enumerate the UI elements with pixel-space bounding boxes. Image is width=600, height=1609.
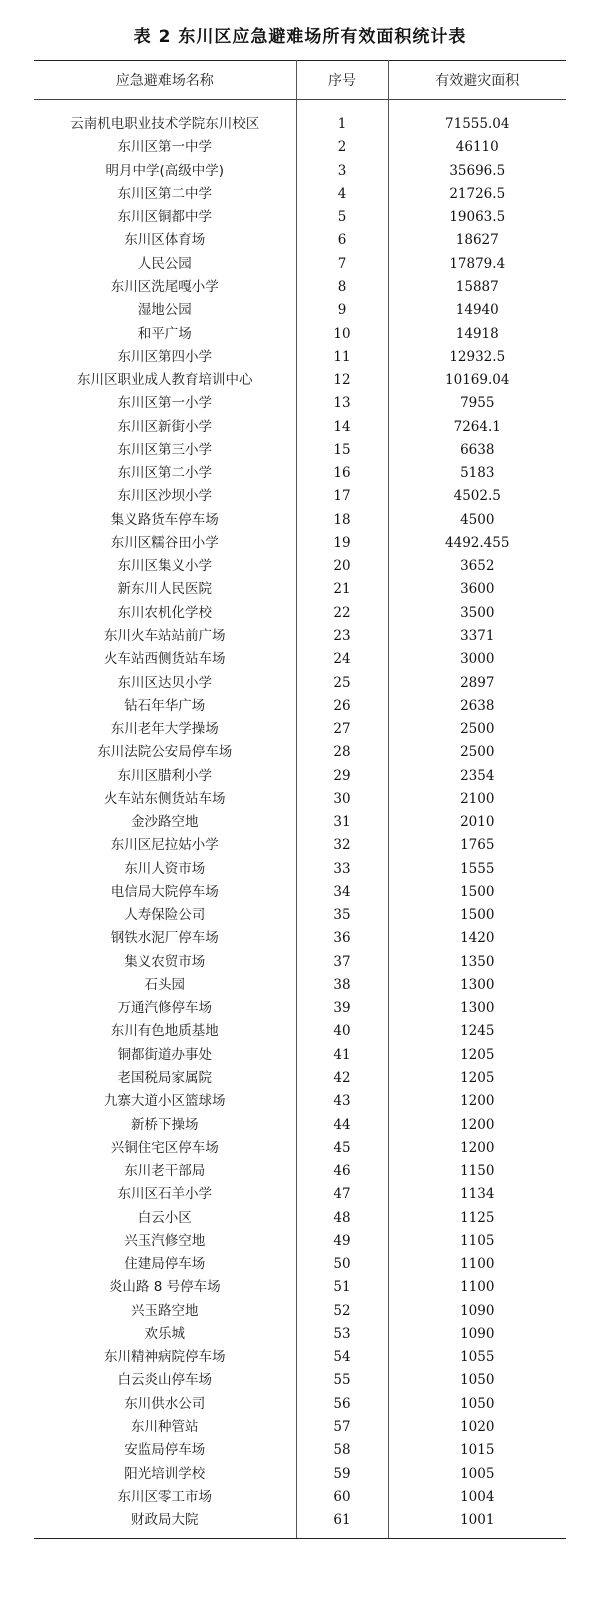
table-row [34,1183,566,1206]
table-row [34,462,566,485]
table-row [34,276,566,299]
table-row [34,1020,566,1043]
serial-number-cell: 27 [296,718,388,741]
serial-number-cell: 60 [296,1486,388,1509]
shelter-name-cell: 东川区第四小学 [34,346,296,369]
serial-number-cell: 2 [296,136,388,159]
shelter-name-cell: 东川区石羊小学 [34,1183,296,1206]
effective-area-cell: 19063.5 [449,209,506,226]
shelter-name-cell: 火车站东侧货站车场 [34,788,296,811]
shelter-name-cell: 电信局大院停车场 [34,881,296,904]
shelter-name-cell: 人寿保险公司 [34,904,296,927]
shelter-name-cell: 万通汽修停车场 [34,997,296,1020]
table-row [34,1509,566,1538]
shelter-name-cell: 东川区腊利小学 [34,764,296,787]
table-row [34,509,566,532]
serial-number-cell: 16 [296,462,388,485]
serial-number-cell: 61 [296,1509,388,1538]
serial-number-cell: 24 [296,648,388,671]
table-row [34,183,566,206]
serial-number-cell: 48 [296,1206,388,1229]
shelter-name-cell: 老国税局家属院 [34,1067,296,1090]
shelter-name-cell: 东川区尼拉姑小学 [34,834,296,857]
header-shelter-name: 应急避难场名称 [34,61,296,100]
effective-area-cell: 1205 [460,1070,495,1087]
table-row [34,1044,566,1067]
effective-area-cell: 3652 [460,558,495,575]
serial-number-cell: 57 [296,1416,388,1439]
serial-number-cell: 22 [296,602,388,625]
table-row [34,1276,566,1299]
effective-area-cell: 1200 [460,1139,495,1156]
shelter-name-cell: 东川区第二小学 [34,462,296,485]
table-row [34,253,566,276]
shelter-name-cell: 欢乐城 [34,1323,296,1346]
shelter-name-cell: 安监局停车场 [34,1439,296,1462]
shelter-name-cell: 东川火车站站前广场 [34,625,296,648]
serial-number-cell: 51 [296,1276,388,1299]
shelter-name-cell: 金沙路空地 [34,811,296,834]
serial-number-cell: 26 [296,695,388,718]
effective-area-cell: 1245 [460,1023,495,1040]
table-header-row [34,61,566,100]
table-row [34,927,566,950]
serial-number-cell: 37 [296,951,388,974]
table-row [34,1230,566,1253]
effective-area-cell: 1005 [460,1465,495,1482]
table-row [34,1393,566,1416]
effective-area-cell: 3371 [460,627,495,644]
effective-area-cell: 7264.1 [453,418,501,435]
serial-number-cell: 13 [296,392,388,415]
table-row [34,904,566,927]
effective-area-cell: 35696.5 [449,162,506,179]
table-row [34,1160,566,1183]
shelter-name-cell: 东川区达贝小学 [34,671,296,694]
table-row [34,1323,566,1346]
table-row [34,229,566,252]
table-row [34,834,566,857]
effective-area-cell: 14940 [455,302,499,319]
serial-number-cell: 43 [296,1090,388,1113]
effective-area-cell: 1300 [460,976,495,993]
serial-number-cell: 8 [296,276,388,299]
table-bottom-rule [34,1538,566,1539]
effective-area-cell: 2010 [460,814,495,831]
table-row [34,439,566,462]
effective-area-cell: 3500 [460,604,495,621]
table-row [34,1369,566,1392]
effective-area-cell: 5183 [460,465,495,482]
table-row [34,555,566,578]
effective-area-cell: 2100 [460,790,495,807]
shelter-name-cell: 新桥下操场 [34,1113,296,1136]
effective-area-cell: 1500 [460,907,495,924]
table-row [34,299,566,322]
serial-number-cell: 31 [296,811,388,834]
table-row [34,741,566,764]
serial-number-cell: 18 [296,509,388,532]
effective-area-cell: 1050 [460,1395,495,1412]
effective-area-cell: 2897 [460,674,495,691]
shelter-name-cell: 白云小区 [34,1206,296,1229]
serial-number-cell: 15 [296,439,388,462]
effective-area-cell: 1765 [460,837,495,854]
serial-number-cell: 10 [296,322,388,345]
shelter-name-cell: 炎山路 8 号停车场 [34,1276,296,1299]
serial-number-cell: 5 [296,206,388,229]
effective-area-cell: 10169.04 [445,372,510,389]
shelter-name-cell: 东川区零工市场 [34,1486,296,1509]
serial-number-cell: 3 [296,160,388,183]
table-row [34,369,566,392]
effective-area-cell: 4500 [460,511,495,528]
effective-area-cell: 1350 [460,953,495,970]
effective-area-cell: 1205 [460,1046,495,1063]
shelter-name-cell: 东川区糯谷田小学 [34,532,296,555]
shelter-name-cell: 钻石年华广场 [34,695,296,718]
serial-number-cell: 1 [296,113,388,136]
serial-number-cell: 59 [296,1462,388,1485]
serial-number-cell: 55 [296,1369,388,1392]
serial-number-cell: 38 [296,974,388,997]
effective-area-cell: 2500 [460,744,495,761]
shelter-name-cell: 东川区第二中学 [34,183,296,206]
table-row [34,625,566,648]
effective-area-cell: 1100 [460,1256,495,1273]
table-row [34,532,566,555]
serial-number-cell: 17 [296,485,388,508]
table-row [34,1090,566,1113]
table-row [34,322,566,345]
effective-area-cell: 1200 [460,1093,495,1110]
effective-area-cell: 6638 [460,441,495,458]
table-row [34,602,566,625]
table-body [34,100,566,1539]
serial-number-cell: 12 [296,369,388,392]
effective-area-cell: 4492.455 [445,534,510,551]
serial-number-cell: 53 [296,1323,388,1346]
table-row [34,113,566,136]
effective-area-cell: 17879.4 [449,255,506,272]
effective-area-cell: 1004 [460,1488,495,1505]
serial-number-cell: 9 [296,299,388,322]
header-serial-number: 序号 [296,61,388,100]
table-row [34,858,566,881]
table-row [34,1206,566,1229]
table-row [34,1346,566,1369]
serial-number-cell: 41 [296,1044,388,1067]
table-row [34,974,566,997]
effective-area-cell: 7955 [460,395,495,412]
table-row [34,718,566,741]
effective-area-cell: 1105 [460,1232,495,1249]
serial-number-cell: 19 [296,532,388,555]
serial-number-cell: 50 [296,1253,388,1276]
serial-number-cell: 47 [296,1183,388,1206]
table-row [34,1300,566,1323]
serial-number-cell: 29 [296,764,388,787]
table-row [34,1416,566,1439]
serial-number-cell: 45 [296,1137,388,1160]
shelter-name-cell: 东川区新街小学 [34,415,296,438]
serial-number-cell: 44 [296,1113,388,1136]
effective-area-cell: 46110 [455,139,499,156]
effective-area-cell: 3000 [460,651,495,668]
shelter-name-cell: 新东川人民医院 [34,578,296,601]
serial-number-cell: 49 [296,1230,388,1253]
table-spacer-row [34,100,566,114]
shelter-name-cell: 住建局停车场 [34,1253,296,1276]
effective-area-cell: 4502.5 [453,488,501,505]
shelter-name-cell: 东川种管站 [34,1416,296,1439]
effective-area-cell: 21726.5 [449,185,506,202]
serial-number-cell: 34 [296,881,388,904]
shelter-name-cell: 东川区集义小学 [34,555,296,578]
effective-area-cell: 15887 [455,278,499,295]
shelter-name-cell: 云南机电职业技术学院东川校区 [34,113,296,136]
shelter-name-cell: 东川区第三小学 [34,439,296,462]
shelter-name-cell: 白云炎山停车场 [34,1369,296,1392]
effective-area-cell: 1555 [460,860,495,877]
effective-area-cell: 1055 [460,1349,495,1366]
shelter-name-cell: 东川人资市场 [34,858,296,881]
serial-number-cell: 14 [296,415,388,438]
shelter-name-cell: 东川区第一小学 [34,392,296,415]
effective-area-cell: 1015 [460,1442,495,1459]
effective-area-cell: 1020 [460,1419,495,1435]
table-row [34,1137,566,1160]
serial-number-cell: 39 [296,997,388,1020]
shelter-name-cell: 集义路货车停车场 [34,509,296,532]
table-row [34,160,566,183]
table-row [34,1486,566,1509]
shelter-name-cell: 东川区铜都中学 [34,206,296,229]
shelter-name-cell: 兴玉路空地 [34,1300,296,1323]
effective-area-cell: 1100 [460,1279,495,1296]
effective-area-cell: 1134 [460,1186,495,1203]
table-row [34,136,566,159]
serial-number-cell: 52 [296,1300,388,1323]
effective-area-cell: 1300 [460,1000,495,1017]
shelter-name-cell: 明月中学(高级中学) [34,160,296,183]
table-row [34,578,566,601]
table-row [34,1113,566,1136]
shelter-name-cell: 石头园 [34,974,296,997]
table-row [34,997,566,1020]
table-row [34,671,566,694]
table-row [34,881,566,904]
serial-number-cell: 21 [296,578,388,601]
table-row [34,206,566,229]
shelter-name-cell: 湿地公园 [34,299,296,322]
serial-number-cell: 35 [296,904,388,927]
serial-number-cell: 30 [296,788,388,811]
effective-area-cell: 18627 [455,232,499,249]
serial-number-cell: 40 [296,1020,388,1043]
shelter-name-cell: 东川区第一中学 [34,136,296,159]
shelter-name-cell: 东川老干部局 [34,1160,296,1183]
shelter-name-cell: 阳光培训学校 [34,1462,296,1485]
header-effective-area: 有效避灾面积 [435,73,520,89]
table-row [34,1439,566,1462]
effective-area-cell: 1090 [460,1302,495,1319]
effective-area-cell: 2500 [460,721,495,738]
shelter-name-cell: 东川供水公司 [34,1393,296,1416]
shelter-name-cell: 东川区洗尾嘎小学 [34,276,296,299]
effective-area-cell: 1200 [460,1116,495,1133]
serial-number-cell: 23 [296,625,388,648]
effective-area-cell: 3600 [460,581,495,598]
shelter-name-cell: 铜都街道办事处 [34,1044,296,1067]
effective-area-cell: 1150 [460,1163,495,1180]
table-row [34,1253,566,1276]
serial-number-cell: 46 [296,1160,388,1183]
table-row [34,415,566,438]
shelter-name-cell: 人民公园 [34,253,296,276]
shelter-name-cell: 九寨大道小区篮球场 [34,1090,296,1113]
serial-number-cell: 20 [296,555,388,578]
serial-number-cell: 33 [296,858,388,881]
serial-number-cell: 32 [296,834,388,857]
table-row [34,346,566,369]
shelter-name-cell: 东川区沙坝小学 [34,485,296,508]
shelter-name-cell: 东川老年大学操场 [34,718,296,741]
shelter-name-cell: 东川区职业成人教育培训中心 [34,369,296,392]
effective-area-cell: 12932.5 [449,348,506,365]
effective-area-cell: 1125 [460,1209,495,1226]
effective-area-cell: 1420 [460,930,495,947]
shelter-area-table [34,60,566,1538]
table-row [34,764,566,787]
serial-number-cell: 4 [296,183,388,206]
table-row [34,695,566,718]
table-row [34,811,566,834]
effective-area-cell: 14918 [455,325,499,342]
serial-number-cell: 6 [296,229,388,252]
serial-number-cell: 54 [296,1346,388,1369]
shelter-name-cell: 东川法院公安局停车场 [34,741,296,764]
shelter-name-cell: 财政局大院 [34,1509,296,1538]
table-row [34,951,566,974]
serial-number-cell: 28 [296,741,388,764]
table-row [34,1067,566,1090]
effective-area-cell: 2638 [460,697,495,714]
effective-area-cell: 1001 [460,1512,495,1529]
serial-number-cell: 11 [296,346,388,369]
serial-number-cell: 25 [296,671,388,694]
shelter-name-cell: 和平广场 [34,322,296,345]
serial-number-cell: 42 [296,1067,388,1090]
effective-area-cell: 1050 [460,1372,495,1389]
table-row [34,788,566,811]
shelter-name-cell: 东川农机化学校 [34,602,296,625]
shelter-name-cell: 集义农贸市场 [34,951,296,974]
effective-area-cell: 1090 [460,1325,495,1342]
shelter-name-cell: 东川区体育场 [34,229,296,252]
table-row [34,392,566,415]
table-row [34,485,566,508]
effective-area-cell: 2354 [460,767,495,784]
serial-number-cell: 36 [296,927,388,950]
shelter-name-cell: 东川有色地质基地 [34,1020,296,1043]
shelter-name-cell: 东川精神病院停车场 [34,1346,296,1369]
table-row [34,1462,566,1485]
effective-area-cell: 71555.04 [445,116,510,133]
shelter-name-cell: 火车站西侧货站车场 [34,648,296,671]
shelter-name-cell: 兴铜住宅区停车场 [34,1137,296,1160]
serial-number-cell: 7 [296,253,388,276]
serial-number-cell: 56 [296,1393,388,1416]
table-row [34,648,566,671]
shelter-name-cell: 兴玉汽修空地 [34,1230,296,1253]
serial-number-cell: 58 [296,1439,388,1462]
table-caption: 表 2 东川区应急避难场所有效面积统计表 [133,27,467,47]
shelter-area-table-container [34,60,566,1539]
effective-area-cell: 1500 [460,883,495,900]
shelter-name-cell: 钢铁水泥厂停车场 [34,927,296,950]
